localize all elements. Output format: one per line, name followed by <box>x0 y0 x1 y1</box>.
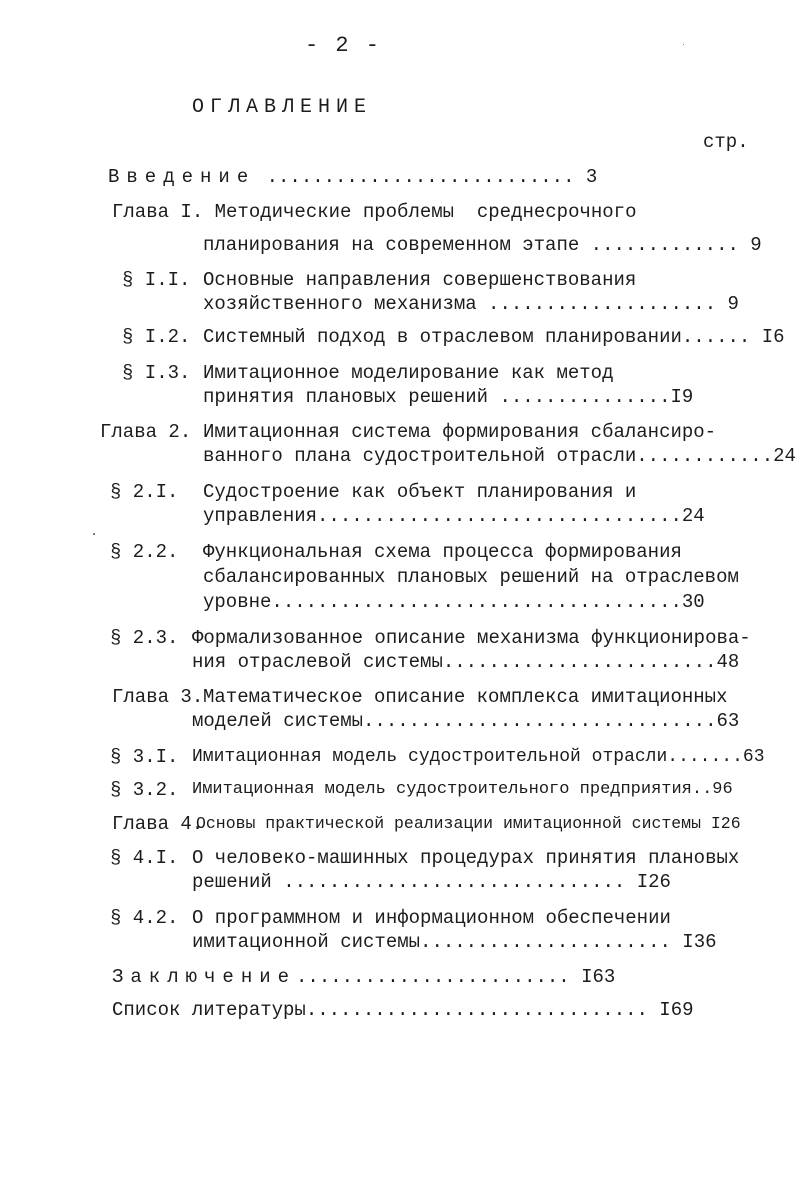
toc-chapter-text: Математическое описание комплекса имитационных <box>203 686 728 708</box>
toc-chapter-cont <box>203 444 796 468</box>
toc-chapter-text: Имитационная система формирования сбалансиро- <box>203 421 717 443</box>
toc-text: управления <box>203 505 318 527</box>
toc-page: I9 <box>670 386 694 408</box>
toc-page: 24 <box>773 445 796 467</box>
toc-entry-chapter-1: Глава I. Методические проблемы среднесрочного <box>112 201 637 223</box>
toc-label: Список литературы <box>112 999 306 1021</box>
toc-page: I69 <box>647 999 694 1021</box>
toc-page: I26 <box>700 814 741 833</box>
toc-section-num: § 3.2. <box>110 779 179 801</box>
toc-dots: .. <box>691 780 713 799</box>
toc-page: 9 <box>738 234 762 256</box>
toc-chapter-cont <box>192 709 739 733</box>
toc-section-cont <box>192 650 739 674</box>
toc-section-num: § I.3. <box>122 362 191 384</box>
toc-section-cont: сбалансированных плановых решений на отраслевом <box>203 566 739 588</box>
toc-page: I63 <box>569 966 616 988</box>
toc-section-cont <box>203 590 705 614</box>
toc-page: I26 <box>625 871 671 893</box>
toc-section-cont <box>203 385 693 409</box>
toc-section-entry <box>203 325 785 349</box>
toc-dots: .................................... <box>271 591 682 613</box>
toc-dots: ...................... <box>420 931 671 953</box>
scan-speck <box>683 44 684 45</box>
toc-entry-chapter-1-cont <box>203 233 762 257</box>
toc-section-num: § I.I. <box>122 269 191 291</box>
page-column-label: стр. <box>703 131 749 153</box>
toc-page: 48 <box>716 651 740 673</box>
toc-dots: ............... <box>488 386 671 408</box>
toc-section-text: Основные направления совершенствования <box>203 269 637 291</box>
toc-section-text: Формализованное описание механизма функционирова- <box>192 627 751 649</box>
toc-section-entry <box>192 745 765 769</box>
toc-dots: ........................ <box>442 651 717 673</box>
toc-page: 9 <box>716 293 739 315</box>
toc-dots: ...... <box>681 326 751 348</box>
toc-title: ОГЛАВЛЕНИЕ <box>192 96 373 119</box>
toc-text: Основы практической реализации имитационной системы <box>196 814 701 833</box>
toc-text: ванного плана судостроительной отрасли <box>203 445 637 467</box>
toc-text: Имитационная модель судостроительного предприятия <box>192 780 692 799</box>
toc-text: хозяйственного механизма <box>203 293 477 315</box>
toc-section-cont <box>192 870 671 894</box>
toc-text: моделей системы <box>192 710 364 732</box>
toc-section-num: § 2.I. <box>110 481 179 503</box>
toc-section-text: Имитационное моделирование как метод <box>203 362 614 384</box>
toc-section-text: Функциональная схема процесса формирования <box>203 541 682 563</box>
toc-chapter-label: Глава 3. <box>112 686 204 708</box>
toc-entry-conclusion <box>112 965 615 989</box>
scan-speck <box>93 533 95 535</box>
toc-label: Заключение <box>112 966 297 988</box>
toc-dots: .............................. <box>271 871 626 893</box>
page-number: - 2 - <box>305 33 382 58</box>
toc-page: 63 <box>716 710 740 732</box>
toc-section-text: О программном и информационном обеспечении <box>192 907 671 929</box>
toc-dots: ............................... <box>363 710 717 732</box>
toc-section-num: § 2.3. <box>110 627 179 649</box>
toc-page: 96 <box>712 780 733 799</box>
toc-section-num: § 3.I. <box>110 746 179 768</box>
toc-dots: ................................ <box>317 505 682 527</box>
toc-dots: ....... <box>667 747 743 767</box>
toc-dots: ............. <box>579 234 739 256</box>
toc-text: уровне <box>203 591 272 613</box>
toc-entry-intro <box>108 165 597 189</box>
toc-dots: ............ <box>636 445 774 467</box>
toc-page: 63 <box>742 747 765 767</box>
toc-page: 30 <box>681 591 705 613</box>
toc-section-text: Судостроение как объект планирования и <box>203 481 637 503</box>
toc-chapter-label: Глава 4. <box>112 813 204 835</box>
toc-section-cont <box>192 930 717 954</box>
toc-page: I6 <box>750 326 785 348</box>
toc-page: 24 <box>681 505 705 527</box>
toc-section-cont <box>203 292 739 316</box>
toc-text: имитационной системы <box>192 931 421 953</box>
toc-section-num: § 2.2. <box>110 541 179 563</box>
toc-dots: ........................... <box>255 166 575 188</box>
toc-text: решений <box>192 871 272 893</box>
toc-chapter-entry <box>196 812 741 836</box>
toc-section-text: О человеко-машинных процедурах принятия плановых <box>192 847 740 869</box>
toc-text: Системный подход в отраслевом планировании <box>203 326 682 348</box>
toc-dots: .................... <box>476 293 717 315</box>
toc-dots: .............................. <box>305 999 648 1021</box>
toc-text: планирования на современном этапе <box>203 234 580 256</box>
toc-label: Введение <box>108 166 256 188</box>
toc-chapter-label: Глава 2. <box>100 421 192 443</box>
toc-text: ния отраслевой системы <box>192 651 443 673</box>
toc-section-entry <box>192 778 733 802</box>
toc-entry-references <box>112 998 694 1022</box>
toc-page: 3 <box>585 166 598 188</box>
toc-section-num: § 4.I. <box>110 847 179 869</box>
toc-dots: ........................ <box>296 966 570 988</box>
toc-page: I36 <box>670 931 717 953</box>
toc-text: Имитационная модель судостроительной отрасли <box>192 747 668 767</box>
toc-section-num: § 4.2. <box>110 907 179 929</box>
toc-section-cont <box>203 504 705 528</box>
toc-section-num: § I.2. <box>122 326 191 348</box>
toc-text: принятия плановых решений <box>203 386 489 408</box>
